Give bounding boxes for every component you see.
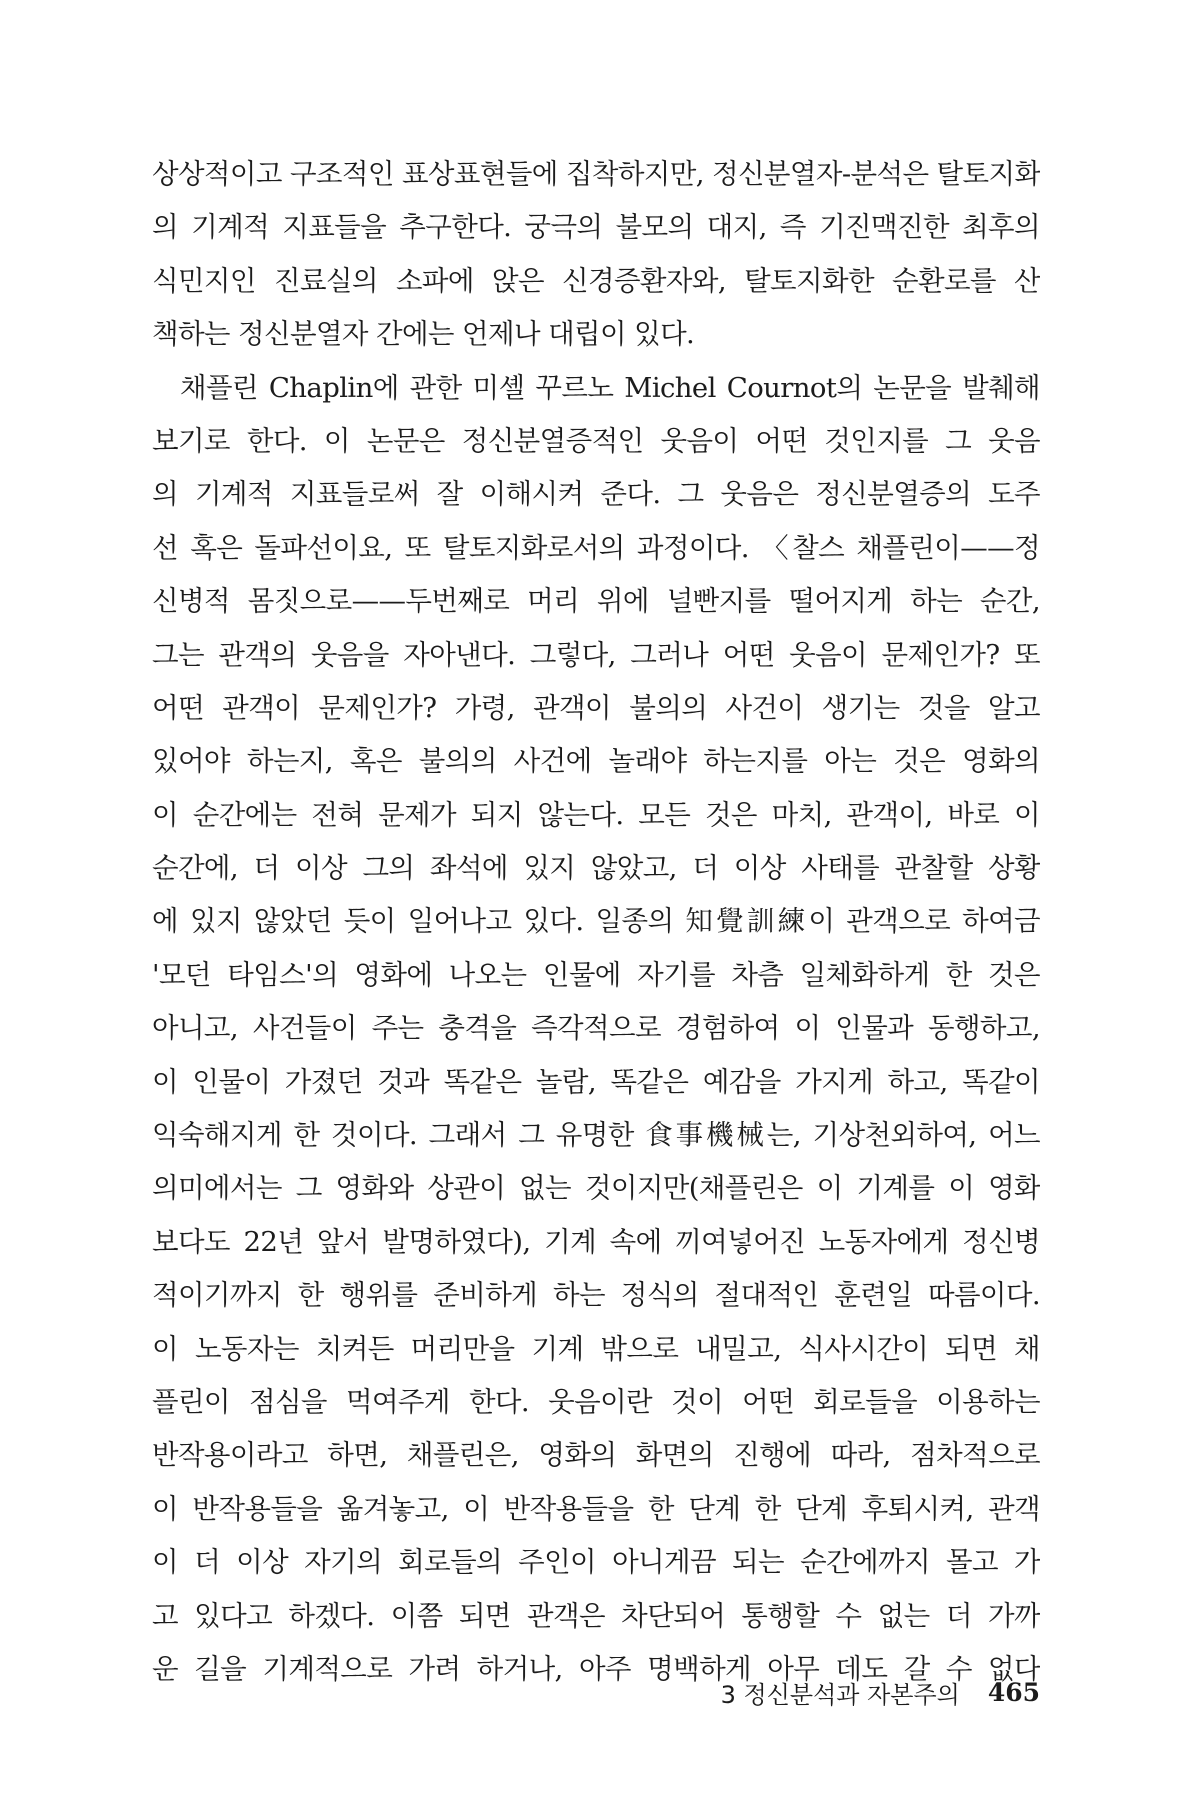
text-line: 이 더 이상 자기의 회로들의 주인이 아니게끔 되는 순간에까지 몰고 가: [152, 1546, 1040, 1579]
text-line: 있어야 하는지, 혹은 불의의 사건에 놀래야 하는지를 아는 것은 영화의: [152, 745, 1040, 778]
text-line: 이 인물이 가졌던 것과 똑같은 놀람, 똑같은 예감을 가지게 하고, 똑같이: [152, 1065, 1040, 1098]
text-line: 반작용이라고 하면, 채플린은, 영화의 화면의 진행에 따라, 점차적으로: [152, 1439, 1040, 1472]
text-line: 의미에서는 그 영화와 상관이 없는 것이지만(채플린은 이 기계를 이 영화: [152, 1172, 1040, 1205]
body-text: [152, 148, 1040, 1696]
text-line: 플린이 점심을 먹여주게 한다. 웃음이란 것이 어떤 회로들을 이용하는: [152, 1385, 1040, 1418]
page-footer: [700, 1672, 1040, 1712]
text-line: 상상적이고 구조적인 표상표현들에 집착하지만, 정신분열자-분석은 탈토지화: [152, 158, 1040, 190]
text-line: 그는 관객의 웃음을 자아낸다. 그렇다, 그러나 어떤 웃음이 문제인가? 또: [152, 638, 1040, 671]
text-line: 적이기까지 한 행위를 준비하게 하는 정식의 절대적인 훈련일 따름이다.: [152, 1279, 1040, 1312]
text-line: 어떤 관객이 문제인가? 가령, 관객이 불의의 사건이 생기는 것을 알고: [152, 691, 1040, 724]
running-head: 3 정신분석과 자본주의: [720, 1680, 960, 1709]
text-line: 운 길을 기계적으로 가려 하거나, 아주 명백하게 아무 데도 갈 수 없다: [152, 1652, 1040, 1685]
text-line: 아니고, 사건들이 주는 충격을 즉각적으로 경험하여 이 인물과 동행하고,: [152, 1012, 1040, 1045]
text-line-paragraph-start: 채플린 Chaplin에 관한 미셸 꾸르노 Michel Cournot의 논문을 발췌해: [180, 371, 1040, 404]
text-line: 식민지인 진료실의 소파에 앉은 신경증환자와, 탈토지화한 순환로를 산: [152, 264, 1040, 297]
text-line: 보기로 한다. 이 논문은 정신분열증적인 웃음이 어떤 것인지를 그 웃음: [152, 424, 1040, 457]
text-line: 고 있다고 하겠다. 이쯤 되면 관객은 차단되어 통행할 수 없는 더 가까: [152, 1599, 1040, 1632]
text-line: 익숙해지게 한 것이다. 그래서 그 유명한 食事機械는, 기상천외하여, 어느: [152, 1119, 1040, 1152]
text-line: 이 노동자는 치켜든 머리만을 기계 밖으로 내밀고, 식사시간이 되면 채: [152, 1332, 1040, 1365]
text-line: 에 있지 않았던 듯이 일어나고 있다. 일종의 知覺訓練이 관객으로 하여금: [152, 905, 1040, 938]
text-line: 의 기계적 지표들로써 잘 이해시켜 준다. 그 웃음은 정신분열증의 도주: [152, 478, 1040, 511]
text-line: 이 순간에는 전혀 문제가 되지 않는다. 모든 것은 마치, 관객이, 바로 이: [152, 798, 1040, 831]
text-line: 순간에, 더 이상 그의 좌석에 있지 않았고, 더 이상 사태를 관찰할 상황: [152, 852, 1040, 885]
text-line: 신병적 몸짓으로——두번째로 머리 위에 널빤지를 떨어지게 하는 순간,: [152, 585, 1040, 618]
text-line: 선 혹은 돌파선이요, 또 탈토지화로서의 과정이다. 〈찰스 채플린이——정: [152, 531, 1040, 564]
text-line: 보다도 22년 앞서 발명하였다), 기계 속에 끼여넣어진 노동자에게 정신병: [152, 1225, 1040, 1258]
text-line-paragraph-end: 책하는 정신분열자 간에는 언제나 대립이 있다.: [152, 318, 695, 351]
text-line: 의 기계적 지표들을 추구한다. 궁극의 불모의 대지, 즉 기진맥진한 최후의: [152, 211, 1040, 244]
text-line: '모던 타임스'의 영화에 나오는 인물에 자기를 차츰 일체화하게 한 것은: [152, 958, 1040, 991]
page-number: 465: [987, 1677, 1040, 1707]
text-line: 이 반작용들을 옮겨놓고, 이 반작용들을 한 단계 한 단계 후퇴시켜, 관객: [152, 1492, 1040, 1525]
